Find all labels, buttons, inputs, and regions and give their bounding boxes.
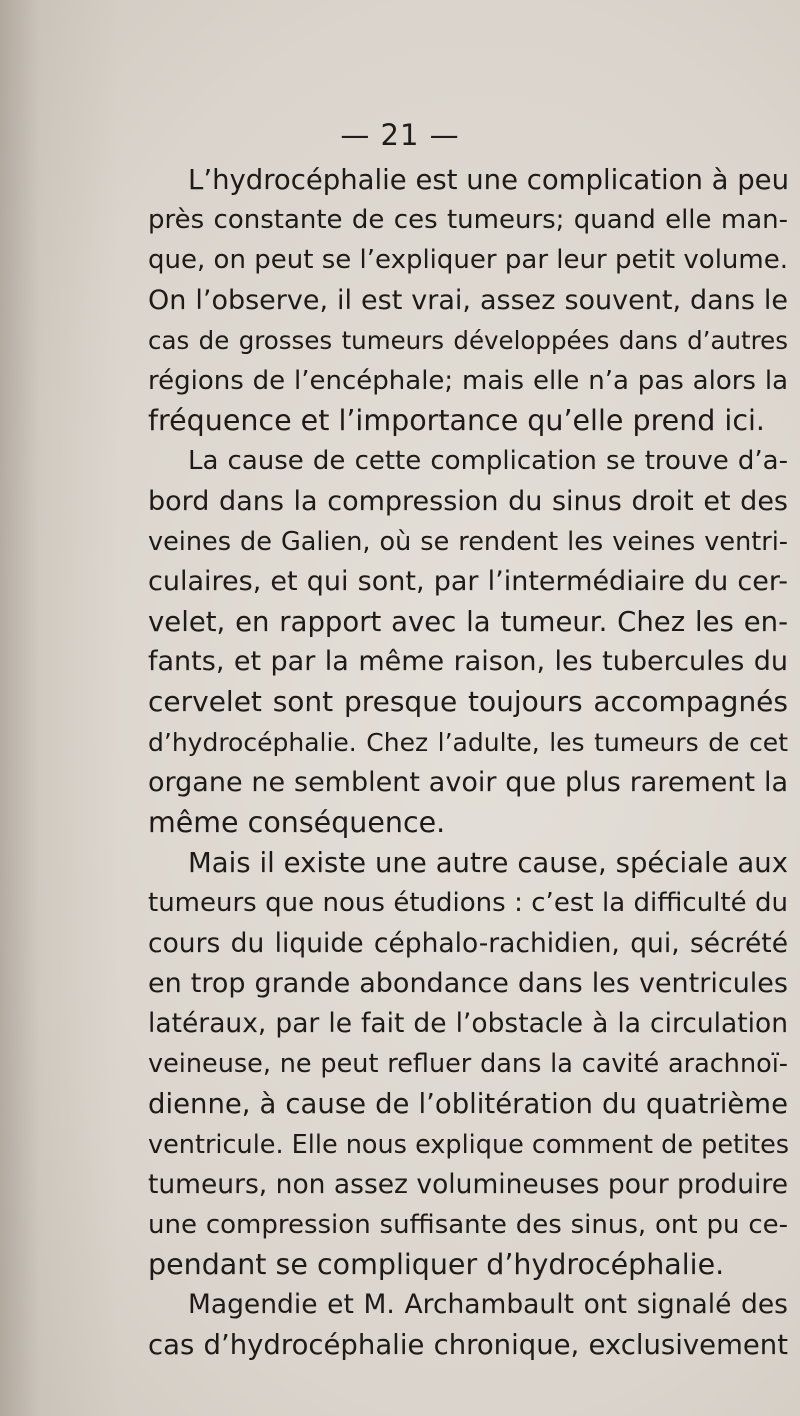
text-line: en trop grande abondance dans les ventricules: [148, 967, 788, 999]
text-line: que, on peut se l’expliquer par leur petit volume.: [148, 245, 788, 276]
text-line: La cause de cette complication se trouve d’a-: [188, 446, 788, 477]
text-line: velet, en rapport avec la tumeur. Chez les en-: [148, 606, 788, 639]
text-line: latéraux, par le fait de l’obstacle à la circulation: [148, 1007, 788, 1039]
text-line: bord dans la compression du sinus droit et des: [148, 485, 788, 517]
text-line: près constante de ces tumeurs; quand elle man-: [148, 205, 788, 236]
text-line: L’hydrocéphalie est une complication à peu: [188, 164, 790, 196]
text-line: Mais il existe une autre cause, spéciale aux: [188, 847, 788, 880]
text-line: Magendie et M. Archambault ont signalé des: [188, 1289, 788, 1321]
text-line: On l’observe, il est vrai, assez souvent, dans le: [148, 284, 788, 316]
text-line: cervelet sont presque toujours accompagnés: [148, 685, 788, 719]
page-number: — 21 —: [340, 118, 460, 152]
text-line: tumeurs, non assez volumineuses pour produire: [148, 1168, 788, 1200]
text-line: fréquence et l’importance qu’elle prend ici.: [148, 404, 765, 438]
text-line: même conséquence.: [148, 806, 446, 839]
body-text: [148, 160, 788, 1366]
text-line: veines de Galien, où se rendent les veines ventri-: [148, 526, 788, 557]
text-line: ventricule. Elle nous explique comment de petites: [148, 1129, 790, 1160]
text-line: cas d’hydrocéphalie chronique, exclusivement: [148, 1329, 788, 1362]
text-line: dienne, à cause de l’oblitération du quatrième: [148, 1088, 788, 1121]
text-line: veineuse, ne peut refluer dans la cavité arachnoï-: [148, 1049, 788, 1080]
text-line: fants, et par la même raison, les tubercules du: [148, 646, 788, 678]
text-line: une compression suffisante des sinus, ont pu ce-: [148, 1209, 788, 1240]
text-line: tumeurs que nous étudions : c’est la difficulté du: [148, 888, 788, 919]
text-line: culaires, et qui sont, par l’intermédiaire du cer-: [148, 565, 788, 597]
text-line: régions de l’encéphale; mais elle n’a pas alors la: [148, 365, 788, 396]
text-line: d’hydrocéphalie. Chez l’adulte, les tumeurs de cet: [148, 727, 788, 757]
text-line: cours du liquide céphalo-rachidien, qui, sécrété: [148, 927, 788, 959]
text-line: pendant se compliquer d’hydrocéphalie.: [148, 1248, 725, 1282]
text-line: organe ne semblent avoir que plus rarement la: [148, 766, 788, 798]
text-line: cas de grosses tumeurs développées dans d’autres: [148, 325, 788, 355]
